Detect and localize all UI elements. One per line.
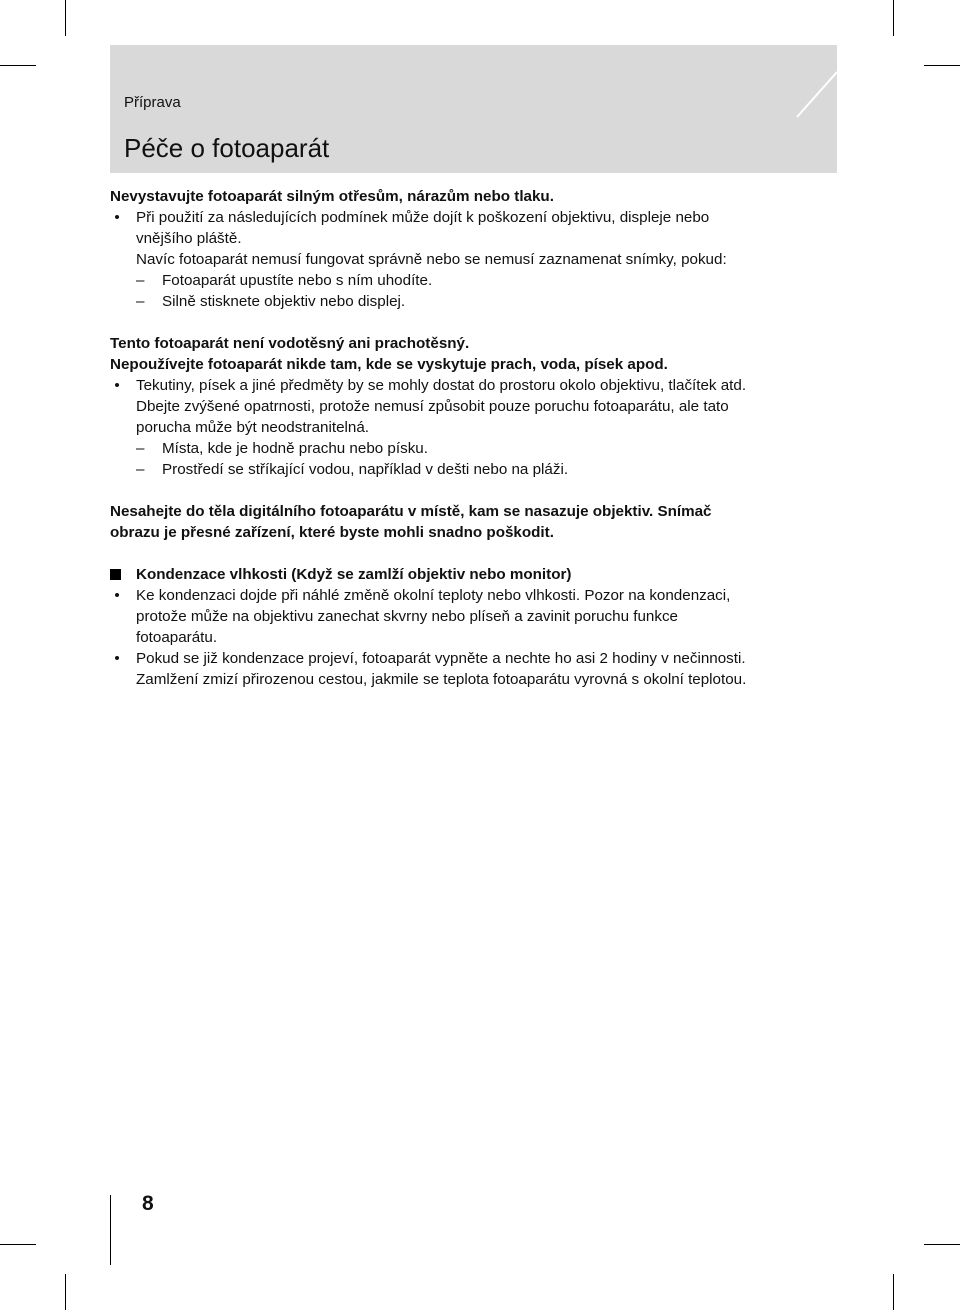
dash: – [136, 440, 145, 457]
text-line: Ke kondenzaci dojde při náhlé změně okolní teploty nebo vlhkosti. Pozor na kondenzaci, [136, 587, 731, 604]
crop-mark [893, 1274, 894, 1310]
list-item [110, 648, 830, 690]
spacer [110, 480, 830, 501]
text-line: Navíc fotoaparát nemusí fungovat správně nebo se nemusí zaznamenat snímky, pokud: [136, 251, 727, 268]
text-line: obrazu je přesné zařízení, které byste mohli snadno poškodit. [110, 524, 554, 541]
bullet: • [114, 587, 120, 604]
text-line: Nesahejte do těla digitálního fotoaparátu v místě, kam se nasazuje objektiv. Snímač [110, 503, 712, 520]
text-line: Silně stisknete objektiv nebo displej. [162, 293, 406, 310]
text-line: Tekutiny, písek a jiné předměty by se mohly dostat do prostoru okolo objektivu, tlačítek atd. [136, 377, 747, 394]
page-number: 8 [142, 1192, 154, 1215]
warning-heading-shock: Nevystavujte fotoaparát silným otřesům, nárazům nebo tlaku. [110, 188, 554, 205]
text-line: Při použití za následujících podmínek může dojít k poškození objektivu, displeje nebo [136, 209, 710, 226]
list-item [110, 459, 830, 480]
bullet: • [114, 377, 120, 394]
text-line: fotoaparátu. [136, 629, 218, 646]
text-line: Fotoaparát upustíte nebo s ním uhodíte. [162, 272, 433, 289]
bullet: • [114, 209, 120, 226]
warning-heading-dust: Nepoužívejte fotoaparát nikde tam, kde se vyskytuje prach, voda, písek apod. [110, 356, 668, 373]
page-content [110, 186, 830, 690]
list-item [110, 291, 830, 312]
text-line: porucha může být neodstranitelná. [136, 419, 370, 436]
crop-mark [65, 1274, 66, 1310]
text-line: Místa, kde je hodně prachu nebo písku. [162, 440, 428, 457]
crop-mark [893, 0, 894, 36]
section-label: Příprava [124, 94, 181, 111]
spacer [110, 543, 830, 564]
crop-mark [0, 65, 36, 66]
list-item [110, 270, 830, 291]
square-bullet-icon [110, 569, 121, 580]
text-line: vnějšího pláště. [136, 230, 242, 247]
spacer [110, 312, 830, 333]
crop-mark [924, 1244, 960, 1245]
text-line: Pokud se již kondenzace projeví, fotoaparát vypněte a nechte ho asi 2 hodiny v nečinnosti. [136, 650, 746, 667]
list-item [110, 438, 830, 459]
page-title: Péče o fotoaparát [124, 133, 330, 163]
dash: – [136, 293, 145, 310]
section-heading-condensation [110, 564, 830, 585]
bullet: • [114, 650, 120, 667]
warning-heading-sensor [110, 501, 830, 543]
text-line: Zamlžení zmizí přirozenou cestou, jakmile se teplota fotoaparátu vyrovná s okolní teplotou. [136, 671, 747, 688]
text-line: Dbejte zvýšené opatrnosti, protože nemusí způsobit pouze poruchu fotoaparátu, ale tato [136, 398, 729, 415]
list-item [110, 207, 830, 270]
text-line: Prostředí se stříkající vodou, například v dešti nebo na pláži. [162, 461, 569, 478]
crop-mark [924, 65, 960, 66]
list-item [110, 375, 830, 438]
dash: – [136, 461, 145, 478]
list-item [110, 585, 830, 648]
section-heading-text: Kondenzace vlhkosti (Když se zamlží objektiv nebo monitor) [136, 566, 572, 583]
crop-mark [0, 1244, 36, 1245]
crop-mark [65, 0, 66, 36]
text-line: protože může na objektivu zanechat skvrny nebo plíseň a zavinit poruchu funkce [136, 608, 679, 625]
page-number-rule [110, 1195, 111, 1265]
warning-heading-waterproof: Tento fotoaparát není vodotěsný ani prachotěsný. [110, 335, 470, 352]
dash: – [136, 272, 145, 289]
